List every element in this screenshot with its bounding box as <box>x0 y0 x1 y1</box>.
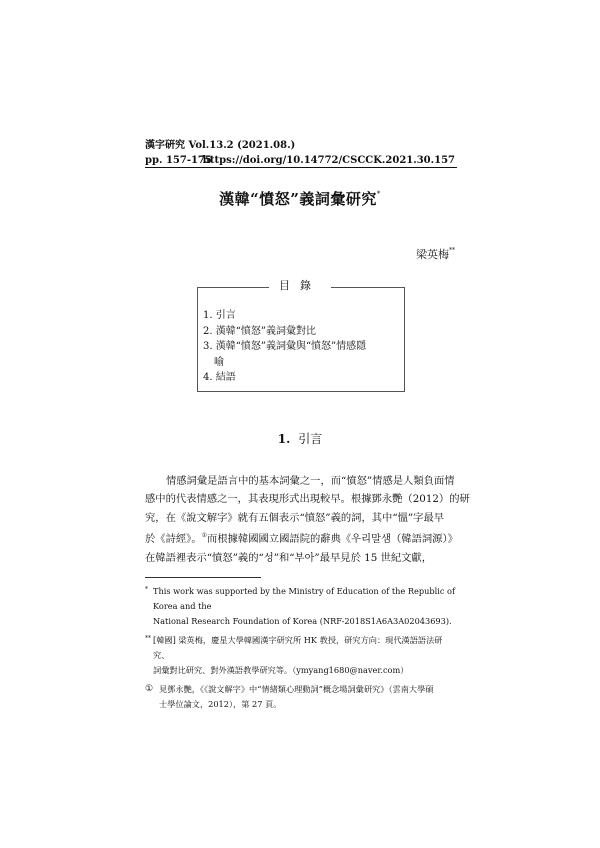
title-footnote-mark: * <box>376 190 381 198</box>
section-title: 引言 <box>298 432 323 446</box>
paper-title <box>0 188 600 209</box>
footnotes <box>145 584 457 712</box>
footnote-ref-1[interactable]: ① <box>201 532 208 540</box>
toc-item-continuation[interactable]: 喻 <box>214 356 224 368</box>
footnote-mark: ** <box>145 635 151 642</box>
body-line: 在韓語裡表示“憤怒”義的“성”和“부아”最早見於 15 世紀文獻， <box>145 551 433 564</box>
footnote-line: 見鄧永艷，《《說文解字》中“情緒類心理動詞”概念場詞彙研究》（雲南大學碩 <box>159 684 434 694</box>
footnote-1 <box>145 682 457 712</box>
toc-list <box>203 308 403 386</box>
section-heading <box>0 430 600 447</box>
footnote-mark: ① <box>145 684 154 694</box>
journal-info: 漢字硏究 Vol.13.2 (2021.08.) <box>145 140 296 151</box>
doi-link[interactable]: https://doi.org/10.14772/CSCCK.2021.30.157 <box>202 155 455 166</box>
footnote-line: This work was supported by the Ministry of Education of the Republic of Korea and the <box>153 586 456 611</box>
footnote-mark: * <box>145 586 148 593</box>
body-line-end: 而根據韓國國立國語院的辭典《우리말샘（韓語詞源）》 <box>207 533 458 546</box>
toc-item[interactable]: 4. 結語 <box>203 372 236 384</box>
toc-heading-text: 目錄 <box>269 279 331 292</box>
footnote-funding <box>145 584 457 629</box>
author-name-text: 梁英梅 <box>416 248 449 261</box>
footnote-separator <box>145 577 261 578</box>
footnote-line: National Research Foundation of Korea (NRF-2018S1A6A3A02043693). <box>153 616 452 626</box>
section-number: 1. <box>277 432 291 446</box>
toc-item[interactable]: 1. 引言 <box>203 310 236 321</box>
page-range: pp. 157-175 <box>145 155 212 166</box>
paper-title-text: 漢韓“憤怒”義詞彙研究 <box>219 190 377 208</box>
body-line: 情感詞彙是語言中的基本詞彙之一，而“憤怒”情感是人類負面情 <box>166 475 455 487</box>
toc-item[interactable]: 2. 漢韓“憤怒”義詞彙對比 <box>203 325 316 337</box>
author-name <box>416 246 455 262</box>
header-rule <box>145 167 457 168</box>
author-footnote-mark: ** <box>449 247 455 254</box>
toc-heading <box>0 277 600 293</box>
footnote-line: 士學位論文，2012），第 27 頁。 <box>159 699 282 709</box>
body-line-start: 於《詩經》。 <box>145 533 202 546</box>
footnote-author <box>145 633 457 678</box>
body-line-with-note <box>145 527 457 548</box>
footnote-line: 詞彙對比研究、對外漢語教學研究等。（ymyang1680@naver.com） <box>153 665 409 675</box>
body-line: 究，在《說文解字》就有五個表示“憤怒”義的詞，其中“慍”字最早 <box>145 511 445 524</box>
toc-item[interactable]: 3. 漢韓“憤怒”義詞彙與“憤怒”情感隱 <box>203 341 367 353</box>
footnote-line: [韓國] 梁英梅，慶星大學韓國漢字研究所 HK 教授，研究方向：現代漢語語法研究、 <box>153 635 443 660</box>
body-line: 感中的代表情感之一，其表現形式出現較早。根據鄧永艷（2012）的研 <box>145 493 470 506</box>
body-paragraph <box>145 472 470 567</box>
